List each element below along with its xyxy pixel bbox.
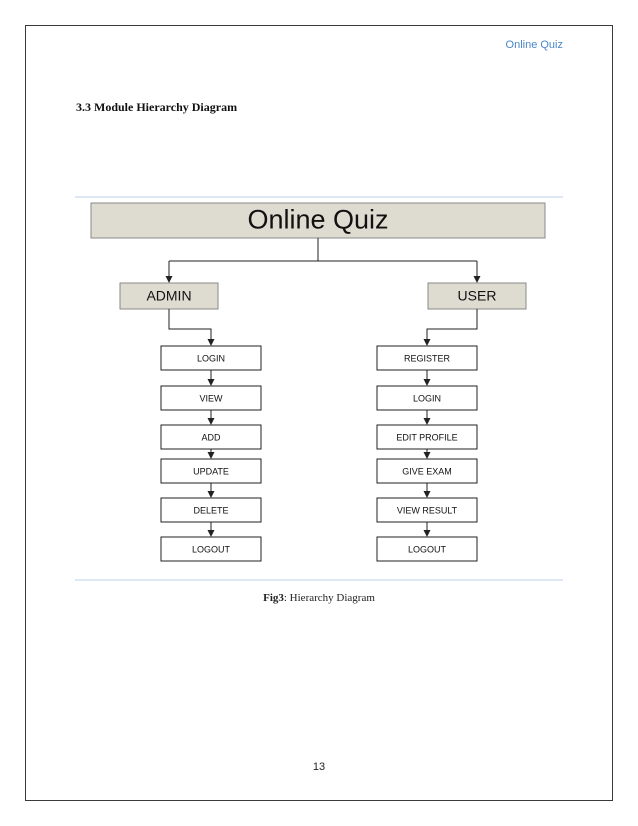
diagram-top-rule (75, 196, 563, 198)
branch-elbow-connector (427, 309, 477, 345)
module-label: GIVE EXAM (402, 466, 452, 477)
module-label: ADD (201, 432, 221, 443)
figure-caption (0, 592, 638, 604)
module-label: UPDATE (193, 466, 229, 477)
module-label: LOGIN (196, 353, 226, 364)
module-label: EDIT PROFILE (396, 432, 458, 443)
diagram-bottom-rule (75, 579, 563, 581)
figure-caption-text: : Hierarchy Diagram (283, 592, 375, 604)
module-label: DELETE (193, 505, 229, 516)
section-heading: 3.3 Module Hierarchy Diagram (76, 100, 238, 114)
module-label: VIEW RESULT (396, 505, 458, 516)
module-label: REGISTER (403, 353, 451, 364)
running-header: Online Quiz (505, 39, 563, 51)
branch-label-user: USER (457, 287, 497, 304)
module-label: LOGIN (412, 393, 442, 404)
hierarchy-diagram-svg (75, 196, 563, 581)
root-label: Online Quiz (247, 204, 389, 235)
hierarchy-diagram (75, 196, 563, 581)
branch-label-admin: ADMIN (146, 287, 192, 304)
module-label: LOGOUT (407, 544, 447, 555)
module-label: VIEW (199, 393, 223, 404)
module-label: LOGOUT (191, 544, 231, 555)
branch-elbow-connector (169, 309, 211, 345)
page-number: 13 (312, 761, 326, 773)
figure-label: Fig3 (263, 592, 284, 604)
